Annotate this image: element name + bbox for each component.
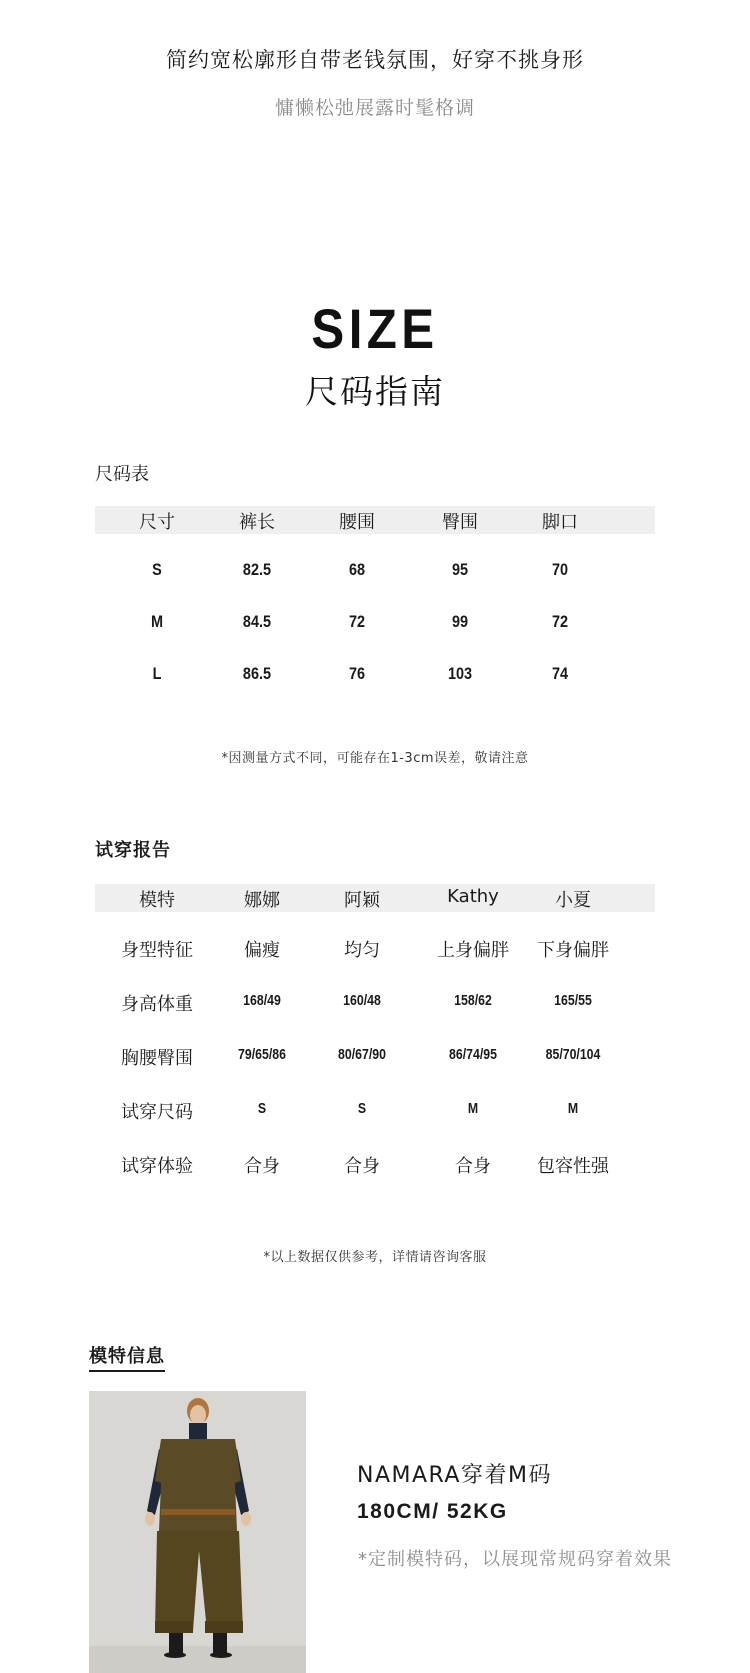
model-photo: [89, 1391, 306, 1673]
fit-header-cell: 阿颖: [344, 890, 380, 911]
table-cell: 82.5: [242, 560, 272, 579]
table-cell: 168/49: [243, 992, 281, 1009]
table-cell: 下身偏胖: [537, 940, 609, 961]
fit-header-cell: 小夏: [555, 890, 591, 911]
fit-header-cell: 模特: [139, 890, 175, 911]
table-cell: 合身: [344, 1156, 380, 1177]
table-cell: 165/55: [554, 992, 592, 1009]
table-cell: 85/70/104: [545, 1046, 601, 1063]
table-cell: 均匀: [344, 940, 380, 961]
table-cell: 68: [348, 560, 366, 579]
table-cell: 95: [451, 560, 469, 579]
subtagline: 慵懒松弛展露时髦格调: [274, 97, 475, 119]
table-cell: 身型特征: [121, 940, 193, 961]
table-cell: 160/48: [343, 992, 381, 1009]
fit-report-note: *以上数据仅供参考，详情请咨询客服: [263, 1250, 487, 1265]
table-cell: 试穿体验: [121, 1156, 193, 1177]
model-info-label: 模特信息: [89, 1342, 165, 1372]
table-cell: 合身: [455, 1156, 491, 1177]
size-guide-title: 尺码指南: [305, 372, 445, 411]
table-cell: 86/74/95: [449, 1046, 497, 1063]
table-cell: L: [152, 664, 162, 683]
table-cell: 身高体重: [121, 994, 193, 1015]
size-header-cell: 脚口: [542, 512, 578, 533]
table-cell: 72: [348, 612, 366, 631]
fit-header-cell: 娜娜: [244, 890, 280, 911]
table-cell: 70: [551, 560, 569, 579]
table-cell: 99: [451, 612, 469, 631]
size-table: [95, 506, 655, 686]
table-cell: M: [467, 1100, 479, 1117]
table-cell: 86.5: [242, 664, 272, 683]
size-table-note: *因测量方式不同，可能存在1-3cm误差，敬请注意: [221, 751, 529, 766]
table-cell: 包容性强: [537, 1156, 609, 1177]
table-cell: 偏瘦: [244, 940, 280, 961]
tagline: 简约宽松廓形自带老钱氛围，好穿不挑身形: [166, 48, 584, 72]
model-size-info: NAMARA穿着M码: [357, 1463, 552, 1488]
table-cell: 84.5: [242, 612, 272, 631]
size-header-cell: 腰围: [339, 512, 375, 533]
table-cell: 80/67/90: [338, 1046, 386, 1063]
table-cell: 72: [551, 612, 569, 631]
table-cell: 76: [348, 664, 366, 683]
table-cell: S: [357, 1100, 367, 1117]
size-table-label: 尺码表: [95, 464, 149, 485]
fit-report-label: 试穿报告: [95, 840, 171, 861]
table-cell: 试穿尺码: [121, 1102, 193, 1123]
size-header-cell: 裤长: [239, 512, 275, 533]
table-cell: 79/65/86: [238, 1046, 286, 1063]
table-cell: 158/62: [454, 992, 492, 1009]
table-cell: 74: [551, 664, 569, 683]
table-cell: M: [567, 1100, 579, 1117]
size-header-cell: 臀围: [442, 512, 478, 533]
table-cell: 上身偏胖: [437, 940, 509, 961]
model-figure-illustration: [89, 1391, 306, 1673]
fit-header-cell: Kathy: [447, 886, 499, 907]
fit-report-table: [95, 884, 655, 1184]
model-note: *定制模特码，以展现常规码穿着效果: [358, 1549, 672, 1570]
size-header-cell: 尺寸: [139, 512, 175, 533]
table-cell: 胸腰臀围: [121, 1048, 193, 1069]
table-cell: 合身: [244, 1156, 280, 1177]
table-cell: M: [150, 612, 164, 631]
table-cell: S: [257, 1100, 267, 1117]
table-cell: 103: [447, 664, 473, 683]
size-title: SIZE: [311, 297, 439, 360]
model-height-weight: 180CM/ 52KG: [357, 1500, 508, 1523]
table-cell: S: [152, 560, 162, 579]
